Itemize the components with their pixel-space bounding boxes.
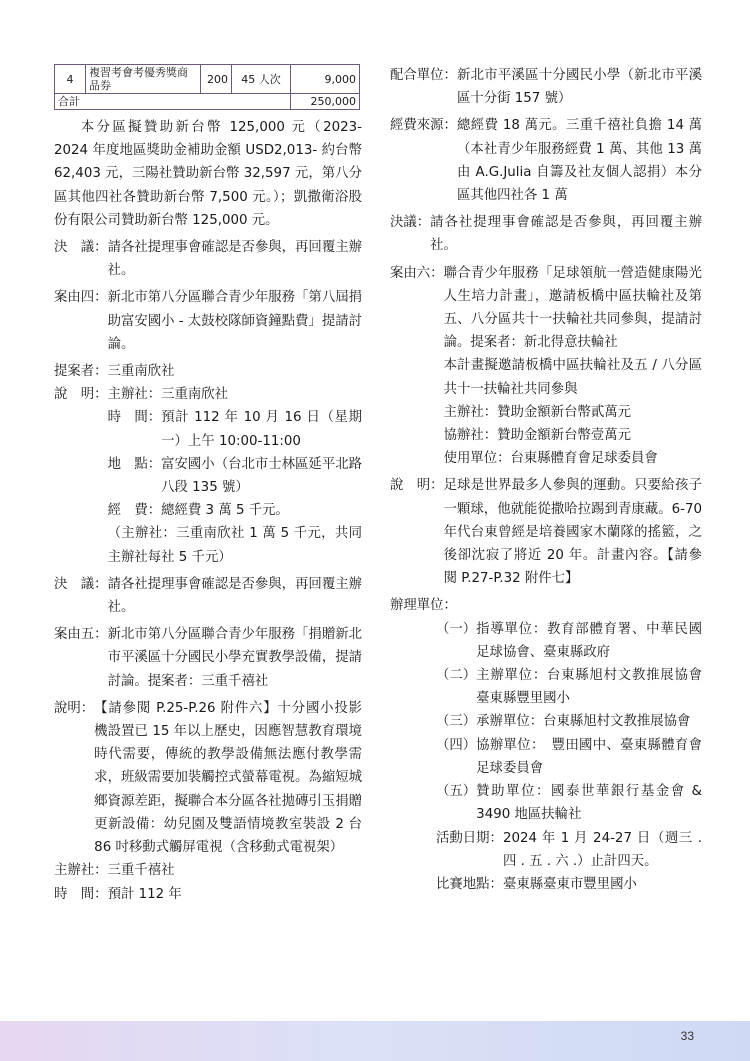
text: 2024 年 1 月 24-27 日（週三 . 四 . 五 . 六 .）止計四天。 (502, 830, 702, 869)
text: 臺東縣臺東市豐里國小 (502, 876, 637, 892)
resolution-2 (54, 573, 362, 619)
organizer-list (390, 618, 716, 896)
explanation-6 (390, 474, 702, 590)
proposer-4 (54, 360, 362, 383)
time-line (108, 406, 362, 452)
table-cell: 4 (55, 65, 86, 94)
label: 決 議： (54, 240, 108, 256)
text: 指導單位：教育部體育署、中華民國足球協會、臺東縣政府 (476, 621, 702, 660)
cooperating-unit (390, 64, 702, 110)
text: 協辦社：贊助金額新台幣壹萬元 (443, 428, 632, 444)
text: 承辦單位：台東縣旭村文教推展協會 (476, 714, 691, 730)
host-5 (54, 859, 362, 882)
label: （三） (436, 714, 477, 730)
text: 協辦單位： 豐田國中、臺東縣體育會足球委員會 (476, 737, 702, 776)
table-cell: 複習考會考優秀獎商品券 (86, 65, 201, 94)
text: 主辦單位：台東縣旭村文教推展協會 臺東縣豐里國小 (476, 668, 716, 707)
label: 經 費： (107, 503, 162, 519)
place-line (108, 453, 362, 499)
list-item (436, 780, 702, 826)
label: 案由四： (54, 290, 108, 306)
explanation-4 (54, 383, 362, 573)
label: 比賽地點： (436, 876, 503, 892)
text: 預計 112 年 (107, 886, 182, 902)
fee-line (108, 499, 362, 522)
text: 本計畫擬邀請板橋中區扶輪社及五 / 八分區共十一扶輪社共同參與 (443, 358, 702, 397)
label: 時 間： (107, 410, 162, 426)
table-cell: 250,000 (291, 94, 360, 110)
budget-table (54, 64, 360, 110)
text: 新北市平溪區十分國民小學（新北市平溪區十分街 157 號） (456, 68, 702, 107)
host-line: 主辦社：三重南欣社 (107, 387, 229, 403)
text: 請各社提理事會確認是否參與，再回覆主辦社。 (107, 576, 362, 616)
text: 【請參閱 P.25-P.26 附件六】十分國小投影機設置已 15 年以上歷史，因應智慧教育環境時代需要，傳統的教學設備無法應付教學需求，班級需要加裝觸控式螢幕電視。為縮短城鄉資源差距，擬聯合本分區各社拋磚引玉捐贈更新設備：幼兒園及雙語情境教室裝設 2 台 86 吋移動式觸屏電視（含移動式電視架） (94, 700, 362, 856)
case-6 (390, 262, 702, 471)
text: 請各社提理事會確認是否參與，再回覆主辦社。 (430, 215, 702, 254)
label: 說明： (54, 700, 95, 716)
event-venue (436, 873, 702, 896)
organizer-heading: 辦理單位： (390, 598, 457, 614)
label: 決議： (390, 215, 431, 231)
list-item (436, 618, 702, 664)
footer-band (0, 1021, 750, 1061)
text: 新北市第八分區聯合青少年服務「捐贈新北市平溪區十分國民小學充實教學設備，提請討論。提案者：三重千禧社 (107, 627, 362, 689)
page-number: 33 (680, 1029, 694, 1043)
text: 請各社提理事會確認是否參與，再回覆主辦社。 (107, 240, 362, 279)
text: 聯合青少年服務「足球領航一營造健康陽光人生培力計畫」，邀請板橋中區扶輪社及第五、八分區共十一扶輪社共同參與，提請討論。提案者：新北得意扶輪社 (443, 265, 702, 351)
case-5 (54, 623, 362, 693)
text: 總經費 3 萬 5 千元。 (161, 503, 289, 519)
label: 活動日期： (436, 830, 503, 846)
right-column (390, 64, 716, 896)
case-4 (54, 286, 362, 356)
explanation-5 (54, 697, 362, 859)
list-item (436, 734, 702, 780)
label: 配合單位： (390, 68, 457, 83)
table-cell: 45 人次 (232, 65, 291, 94)
text: 三重南欣社 (107, 364, 175, 380)
text: 富安國小（台北市士林區延平北路八段 135 號） (161, 456, 362, 496)
text: 預計 112 年 10 月 16 日（星期一）上午 10:00-11:00 (161, 410, 362, 449)
label: 說 明： (390, 478, 444, 494)
explanation-4-body (108, 383, 362, 573)
label: 案由五： (54, 627, 108, 643)
text: 使用單位：台東縣體育會足球委員會 (443, 451, 658, 467)
text: 新北市第八分區聯合青少年服務「第八屆捐助富安國小 - 太鼓校隊師資鐘點費」提請討論。 (107, 290, 362, 352)
text: 贊助單位：國泰世華銀行基金會 & 3490 地區扶輪社 (476, 784, 702, 823)
funding-source (390, 114, 702, 207)
text: 足球是世界最多人參與的運動。只要給孩子一顆球，他就能從撒哈拉踢到青康藏。6-70 年代台東曾經是培養國家木蘭隊的搖籃，之後卻沈寂了將近 20 年。計畫內容。【請參閱 P.27-P.32 附件七】 (443, 478, 702, 587)
table-cell: 9,000 (291, 65, 360, 94)
label: （一） (436, 621, 477, 637)
label: （五） (436, 784, 477, 800)
label: 經費來源： (390, 118, 457, 134)
label: 時 間： (54, 886, 108, 902)
text: 三重千禧社 (107, 863, 175, 879)
fee-note: （主辦社：三重南欣社 1 萬 5 千元，共同主辦社每社 5 千元） (107, 526, 362, 565)
label: 說 明： (54, 387, 108, 403)
table-row (55, 94, 360, 110)
event-date (436, 827, 702, 873)
label: 地 點： (107, 456, 162, 472)
list-item (436, 664, 716, 710)
resolution-3 (390, 211, 702, 257)
resolution-1 (54, 236, 362, 282)
label: 決 議： (54, 576, 108, 592)
text: 主辦社：贊助金額新台幣貳萬元 (443, 404, 632, 420)
table-row (55, 65, 360, 94)
label: （二） (436, 668, 477, 684)
label: 主辦社： (54, 863, 108, 879)
time-5 (54, 883, 362, 906)
left-column (54, 64, 362, 910)
label: （四） (436, 737, 477, 753)
text: 總經費 18 萬元。三重千禧社負擔 14 萬（本社青少年服務經費 1 萬、其他 13 萬由 A.G.Julia 自籌及社友個人認捐）本分區其他四社各 1 萬 (456, 118, 702, 204)
intro-paragraph: 本分區擬贊助新台幣 125,000 元（2023-2024 年度地區獎助金補助金額 USD2,013- 約台幣 62,403 元，三陽社贊助新台幣 32,597 元，第八分區其他四社各贊助新台幣 7,500 元。）；凱撒衛浴股份有限公司贊助新台幣 125,000 元。 (54, 120, 362, 228)
list-item (436, 710, 702, 733)
table-cell: 合計 (55, 94, 291, 110)
label: 案由六： (390, 265, 444, 281)
table-cell: 200 (201, 65, 232, 94)
label: 提案者： (54, 364, 108, 380)
case-6-body (444, 262, 702, 471)
